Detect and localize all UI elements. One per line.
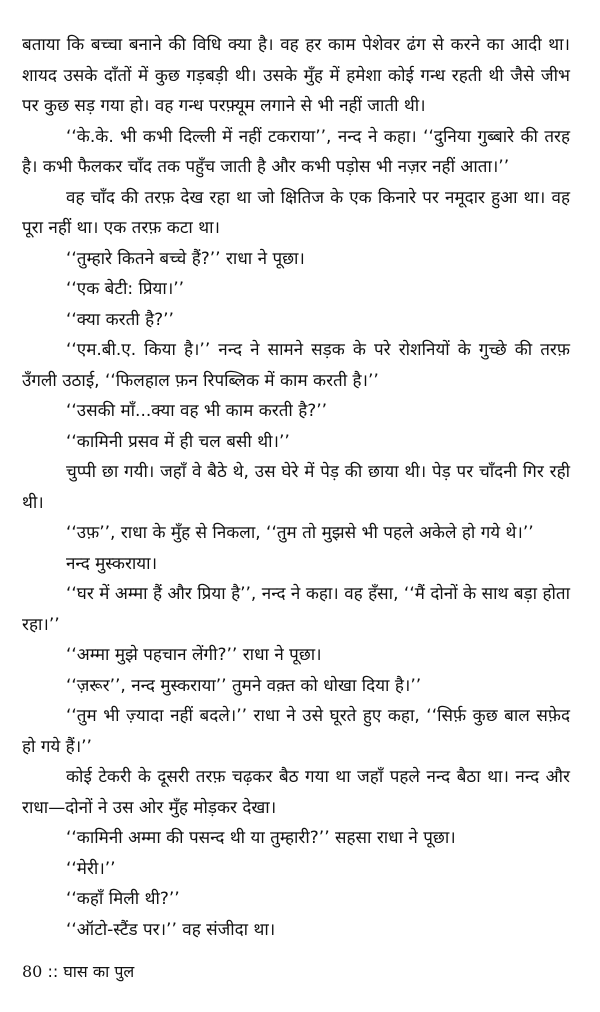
paragraph: ‘‘के.के. भी कभी दिल्ली में नहीं टकराया’’, नन्द ने कहा। ‘‘दुनिया गुब्बारे की तरह है। कभी फैलकर चाँद तक पहुँच जाती है और कभी पड़ोस भी नज़र नहीं आता।’’	[22, 126, 570, 177]
book-title: घास का पुल	[63, 962, 135, 981]
page-number: 80	[22, 962, 43, 981]
paragraph: ‘‘अम्मा मुझे पहचान लेंगी?’’ राधा ने पूछा।	[66, 645, 322, 665]
paragraph: ‘‘एक बेटी: प्रिया।’’	[66, 279, 185, 299]
paragraph: ‘‘घर में अम्मा हैं और प्रिया है’’, नन्द ने कहा। वह हँसा, ‘‘मैं दोनों के साथ बड़ा होता रहा।’’	[22, 584, 570, 635]
paragraph: ‘‘कामिनी प्रसव में ही चल बसी थी।’’	[66, 431, 290, 452]
paragraph: ‘‘मेरी।’’	[66, 858, 116, 879]
paragraph: नन्द मुस्कराया।	[66, 553, 158, 574]
paragraph: ‘‘उफ़’’, राधा के मुँह से निकला, ‘‘तुम तो मुझसे भी पहले अकेले हो गये थे।’’	[66, 523, 534, 543]
page-footer	[22, 962, 134, 982]
paragraph: ‘‘ज़रूर’’, नन्द मुस्कराया’’ तुमने वक़्त को धोखा दिया है।’’	[66, 675, 422, 696]
paragraph: चुप्पी छा गयी। जहाँ वे बैठे थे, उस घेरे में पेड़ की छाया थी। पेड़ पर चाँदनी गिर रही थी।	[22, 462, 570, 513]
paragraph: बताया कि बच्चा बनाने की विधि क्या है। वह हर काम पेशेवर ढंग से करने का आदी था। शायद उसके दाँतों में कुछ गड़बड़ी थी। उसके मुँह में हमेशा कोई गन्ध रहती थी जैसे जीभ पर कुछ सड़ गया हो। वह गन्ध परफ़्यूम लगाने से भी नहीं जाती थी।	[22, 35, 570, 116]
paragraph: ‘‘तुम भी ज़्यादा नहीं बदले।’’ राधा ने उसे घूरते हुए कहा, ‘‘सिर्फ़ कुछ बाल सफ़ेद हो गये हैं।’’	[22, 706, 570, 757]
paragraph: ‘‘ऑटो-स्टैंड पर।’’ वह संजीदा था।	[66, 919, 276, 940]
paragraph: ‘‘क्या करती है?’’	[66, 309, 174, 330]
paragraph: कोई टेकरी के दूसरी तरफ़ चढ़कर बैठ गया था जहाँ पहले नन्द बैठा था। नन्द और राधा—दोनों ने उस ओर मुँह मोड़कर देखा।	[22, 767, 570, 818]
body-text	[22, 30, 570, 945]
paragraph: ‘‘कामिनी अम्मा की पसन्द थी या तुम्हारी?’’ सहसा राधा ने पूछा।	[66, 828, 456, 848]
paragraph: ‘‘तुम्हारे कितने बच्चे हैं?’’ राधा ने पूछा।	[66, 248, 305, 269]
footer-separator: ::	[47, 962, 59, 981]
paragraph: ‘‘उसकी माँ...क्या वह भी काम करती है?’’	[66, 401, 328, 421]
paragraph: ‘‘कहाँ मिली थी?’’	[66, 889, 180, 909]
paragraph: वह चाँद की तरफ़ देख रहा था जो क्षितिज के एक किनारे पर नमूदार हुआ था। वह पूरा नहीं था। एक तरफ़ कटा था।	[22, 187, 570, 238]
paragraph: ‘‘एम.बी.ए. किया है।’’ नन्द ने सामने सड़क के परे रोशनियों के गुच्छे की तरफ़ उँगली उठाई, ‘‘फिलहाल फ़न रिपब्लिक में काम करती है।’’	[22, 340, 570, 391]
